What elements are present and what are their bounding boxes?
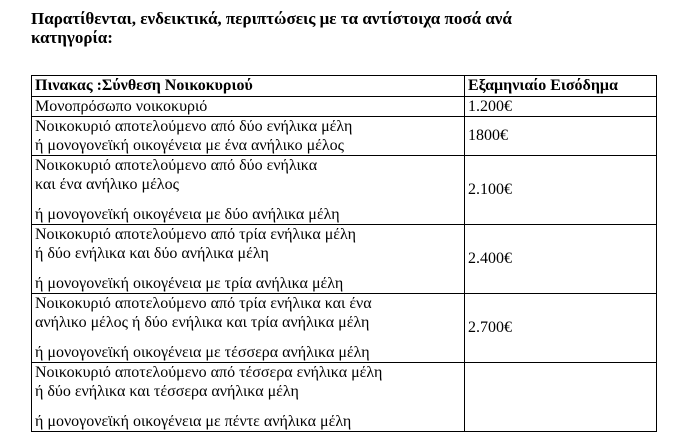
- table-row: [32, 117, 657, 156]
- table-row: [32, 294, 657, 363]
- description-line: ή δύο ενήλικα και δύο ανήλικα μέλη: [35, 245, 269, 262]
- intro-paragraph: [31, 9, 641, 47]
- header-household-composition: Πινακας :Σύνθεση Νοικοκυριού: [32, 76, 465, 97]
- income-amount: 2.400€: [465, 225, 657, 294]
- income-amount: 1800€: [465, 117, 657, 156]
- description-line: ανήλικο μέλος ή δύο ενήλικα και τρία ανήλικα μέλη: [35, 314, 370, 331]
- table-row: [32, 97, 657, 117]
- household-description: [32, 294, 465, 363]
- header-semiannual-income: Εξαμηνιαίο Εισόδημα: [465, 76, 657, 97]
- household-description: [32, 117, 465, 156]
- description-line: Νοικοκυριό αποτελούμενο από δύο ενήλικα μέλη: [35, 118, 353, 135]
- household-description: [32, 97, 465, 117]
- description-line: Νοικοκυριό αποτελούμενο από δύο ενήλικα: [35, 157, 318, 174]
- income-amount: 2.100€: [465, 156, 657, 225]
- description-line: ή μονογονεϊκή οικογένεια με τρία ανήλικα μέλη: [35, 275, 344, 292]
- description-line: ή δύο ενήλικα και τέσσερα ανήλικα μέλη: [35, 383, 299, 400]
- household-income-table: [31, 75, 657, 432]
- description-line: ή μονογονεϊκή οικογένεια με δύο ανήλικα μέλη: [35, 206, 340, 223]
- table-header-row: [32, 76, 657, 97]
- income-amount: [465, 363, 657, 432]
- household-description: [32, 363, 465, 432]
- description-line: Νοικοκυριό αποτελούμενο από τρία ενήλικα και ένα: [35, 295, 372, 312]
- intro-line-1: Παρατίθενται, ενδεικτικά, περιπτώσεις με τα αντίστοιχα ποσά ανά: [31, 9, 512, 28]
- description-line: Μονοπρόσωπο νοικοκυριό: [35, 98, 208, 115]
- intro-line-2: κατηγορία:: [31, 28, 113, 47]
- income-amount: 1.200€: [465, 97, 657, 117]
- description-line: ή μονογονεϊκή οικογένεια με πέντε ανήλικα μέλη: [35, 413, 352, 430]
- household-description: [32, 156, 465, 225]
- table-row: [32, 156, 657, 225]
- household-description: [32, 225, 465, 294]
- table-row: [32, 363, 657, 432]
- description-line: Νοικοκυριό αποτελούμενο από τρία ενήλικα μέλη: [35, 226, 356, 243]
- description-line: και ένα ανήλικο μέλος: [35, 176, 179, 193]
- table-row: [32, 225, 657, 294]
- description-line: Νοικοκυριό αποτελούμενο από τέσσερα ενήλικα μέλη: [35, 364, 383, 381]
- income-amount: 2.700€: [465, 294, 657, 363]
- description-line: ή μονογονεϊκή οικογένεια με ένα ανήλικο μέλος: [35, 137, 344, 154]
- description-line: ή μονογονεϊκή οικογένεια με τέσσερα ανήλικα μέλη: [35, 344, 370, 361]
